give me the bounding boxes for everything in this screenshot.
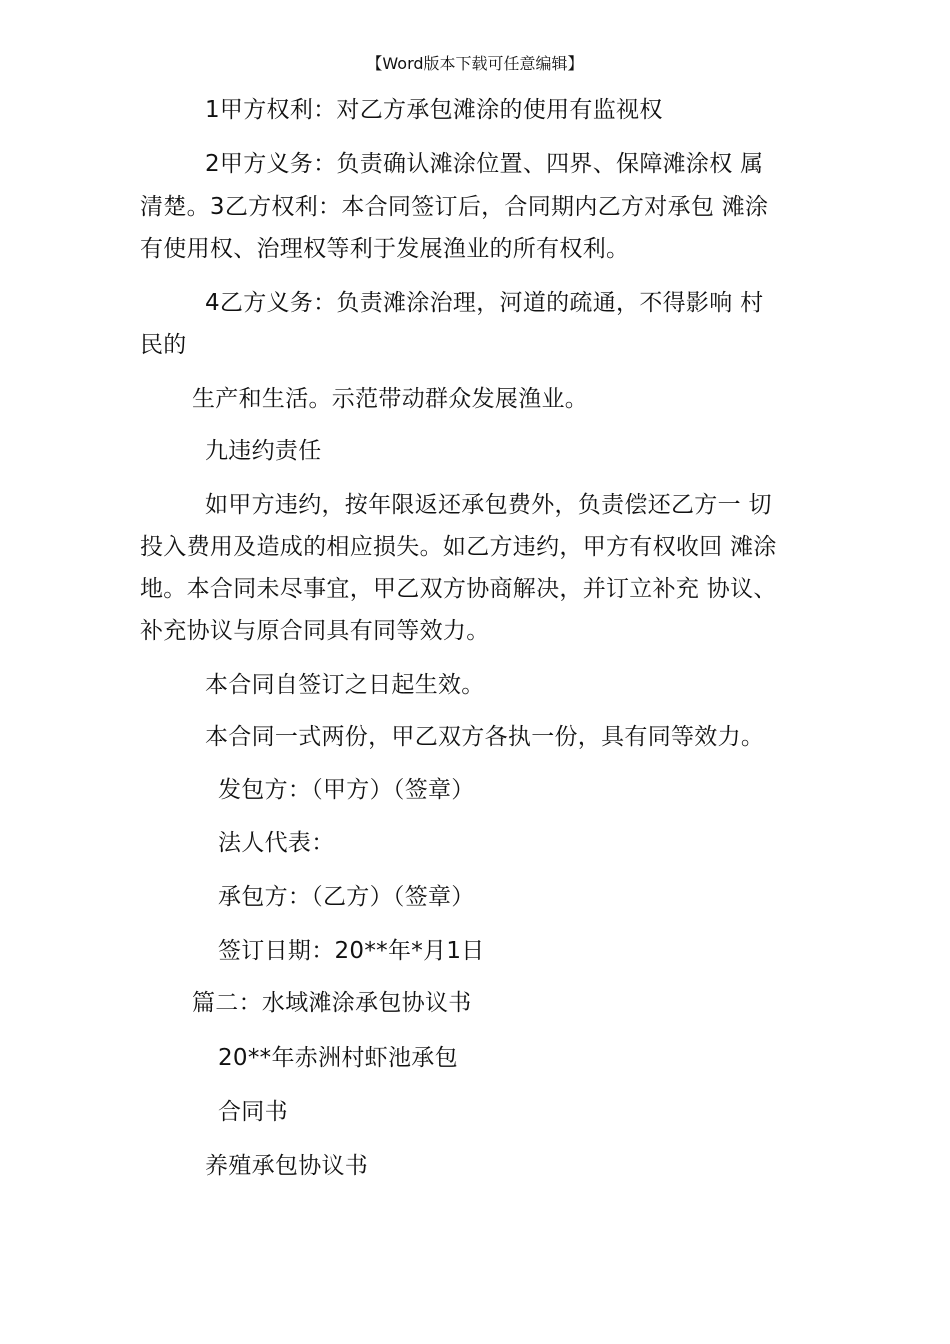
line-party-a-rights: 1甲方权利：对乙方承包滩涂的使用有监视权 [205, 97, 663, 123]
line-breach-2: 投入费用及造成的相应损失。如乙方违约，甲方有权收回 滩涂 [140, 534, 777, 560]
title-shrimp-pond: 20**年赤洲村虾池承包 [218, 1045, 458, 1071]
line-party-b-duties: 4乙方义务：负责滩涂治理，河道的疏通，不得影响 村 [205, 290, 764, 316]
line-production-life: 生产和生活。示范带动群众发展渔业。 [192, 386, 589, 412]
line-party-a-duties: 2甲方义务：负责确认滩涂位置、四界、保障滩涂权 属 [205, 151, 764, 177]
section-heading-breach: 九违约责任 [205, 438, 322, 464]
line-effective: 本合同自签订之日起生效。 [205, 672, 485, 698]
line-party-b-duties-cont: 民的 [140, 332, 187, 358]
line-copies: 本合同一式两份，甲乙双方各执一份，具有同等效力。 [205, 724, 765, 750]
signature-legal-rep: 法人代表： [218, 830, 335, 856]
signature-issuer: 发包方：（甲方）（签章） [218, 777, 475, 803]
signature-contractor: 承包方：（乙方）（签章） [218, 884, 475, 910]
title-breeding-agreement: 养殖承包协议书 [205, 1153, 369, 1179]
line-breach-1: 如甲方违约，按年限返还承包费外，负责偿还乙方一 切 [205, 492, 772, 518]
header-note: 【Word版本下载可任意编辑】 [366, 54, 584, 73]
line-breach-3: 地。本合同未尽事宜，甲乙双方协商解决，并订立补充 协议、 [140, 576, 777, 602]
signing-date: 签订日期：20**年*月1日 [218, 938, 485, 964]
line-party-b-rights-cont: 有使用权、治理权等利于发展渔业的所有权利。 [140, 236, 630, 262]
line-breach-4: 补充协议与原合同具有同等效力。 [140, 618, 490, 644]
line-party-b-rights: 清楚。3乙方权利：本合同签订后，合同期内乙方对承包 滩涂 [140, 194, 769, 220]
title-contract: 合同书 [218, 1099, 288, 1125]
section-heading-part-two: 篇二：水域滩涂承包协议书 [192, 990, 472, 1016]
